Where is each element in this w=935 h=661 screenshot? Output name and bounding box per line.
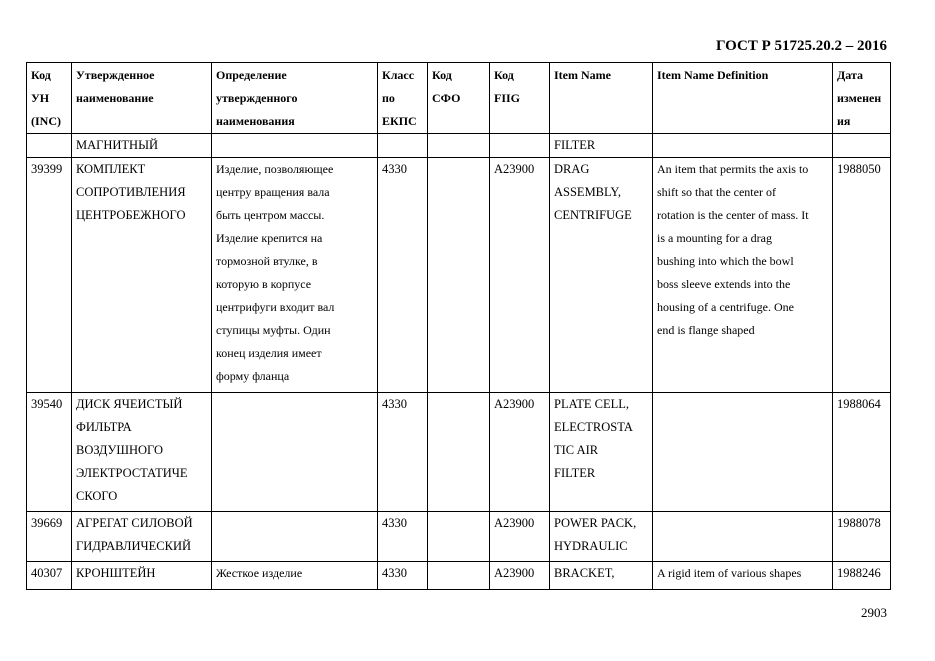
cell-definition bbox=[212, 512, 378, 562]
cell-fiig: A23900 bbox=[490, 512, 550, 562]
cell-sfo bbox=[428, 512, 490, 562]
cell-fiig: A23900 bbox=[490, 393, 550, 512]
table-row bbox=[27, 562, 891, 590]
cell-class bbox=[378, 134, 428, 158]
cell-definition-line: тормозной втулке, в bbox=[216, 254, 318, 268]
cell-class: 4330 bbox=[378, 158, 428, 393]
header-line: наименования bbox=[216, 114, 295, 128]
cell-date bbox=[833, 134, 891, 158]
cell-item-name-line: ASSEMBLY, bbox=[554, 185, 621, 199]
table-row bbox=[27, 512, 891, 562]
cell-name-line: КРОНШТЕЙН bbox=[76, 566, 156, 580]
cell-item-def-line: housing of a centrifuge. One bbox=[657, 300, 794, 314]
cell-name bbox=[72, 134, 212, 158]
header-line: Определение bbox=[216, 68, 287, 82]
cell-definition bbox=[212, 393, 378, 512]
cell-name-line: СОПРОТИВЛЕНИЯ bbox=[76, 185, 186, 199]
cell-definition-line: быть центром массы. bbox=[216, 208, 325, 222]
cell-name-line: ДИСК ЯЧЕИСТЫЙ bbox=[76, 397, 183, 411]
header-line: Класс bbox=[382, 68, 415, 82]
col-header-date bbox=[833, 63, 891, 134]
cell-item-def-line: is a mounting for a drag bbox=[657, 231, 772, 245]
header-line: Код bbox=[432, 68, 452, 82]
cell-item-def-line: end is flange shaped bbox=[657, 323, 755, 337]
cell-item-name-line: PLATE CELL, bbox=[554, 397, 629, 411]
header-line: ия bbox=[837, 114, 851, 128]
cell-item-name-line: FILTER bbox=[554, 138, 596, 152]
cell-item-name bbox=[550, 134, 653, 158]
page-number: 2903 bbox=[861, 605, 887, 620]
cell-inc: 39669 bbox=[27, 512, 72, 562]
cell-item-name bbox=[550, 512, 653, 562]
cell-date: 1988078 bbox=[833, 512, 891, 562]
cell-inc: 40307 bbox=[27, 562, 72, 590]
header-line: Item Name Definition bbox=[657, 68, 769, 82]
cell-item-def-line: rotation is the center of mass. It bbox=[657, 208, 809, 222]
cell-item-name-line: POWER PACK, bbox=[554, 516, 637, 530]
cell-name-line: ГИДРАВЛИЧЕСКИЙ bbox=[76, 539, 192, 553]
cell-date: 1988064 bbox=[833, 393, 891, 512]
cell-name-line: ЦЕНТРОБЕЖНОГО bbox=[76, 208, 186, 222]
cell-fiig: A23900 bbox=[490, 562, 550, 590]
cell-definition-line: которую в корпусе bbox=[216, 277, 312, 291]
header-line: Код bbox=[31, 68, 51, 82]
col-header-item-name bbox=[550, 63, 653, 134]
cell-definition-line: конец изделия имеет bbox=[216, 346, 322, 360]
cell-item-name-line: FILTER bbox=[554, 466, 596, 480]
col-header-name bbox=[72, 63, 212, 134]
cell-name bbox=[72, 512, 212, 562]
cell-fiig bbox=[490, 134, 550, 158]
header-line: Item Name bbox=[554, 68, 611, 82]
col-header-fiig bbox=[490, 63, 550, 134]
table-row bbox=[27, 393, 891, 512]
cell-name-line: АГРЕГАТ СИЛОВОЙ bbox=[76, 516, 193, 530]
cell-date: 1988050 bbox=[833, 158, 891, 393]
cell-item-def bbox=[653, 134, 833, 158]
header-line: Утвержденное bbox=[76, 68, 155, 82]
cell-definition bbox=[212, 134, 378, 158]
cell-item-def bbox=[653, 512, 833, 562]
header-line: FIIG bbox=[494, 91, 521, 105]
cell-class: 4330 bbox=[378, 512, 428, 562]
cell-item-name-line: HYDRAULIC bbox=[554, 539, 628, 553]
header-line: Код bbox=[494, 68, 514, 82]
cell-name-line: ФИЛЬТРА bbox=[76, 420, 132, 434]
cell-item-name bbox=[550, 158, 653, 393]
cell-name bbox=[72, 158, 212, 393]
cell-item-def bbox=[653, 158, 833, 393]
document-header: ГОСТ Р 51725.20.2 – 2016 bbox=[715, 38, 887, 54]
cell-name-line: ЭЛЕКТРОСТАТИЧЕ bbox=[76, 466, 188, 480]
cell-name-line: МАГНИТНЫЙ bbox=[76, 138, 159, 152]
cell-item-name-line: DRAG bbox=[554, 162, 590, 176]
cell-sfo bbox=[428, 158, 490, 393]
table-row bbox=[27, 158, 891, 393]
cell-item-def-line: shift so that the center of bbox=[657, 185, 776, 199]
cell-class: 4330 bbox=[378, 393, 428, 512]
nomenclature-table bbox=[26, 62, 891, 590]
cell-definition-line: ступицы муфты. Один bbox=[216, 323, 331, 337]
cell-name bbox=[72, 393, 212, 512]
col-header-definition bbox=[212, 63, 378, 134]
col-header-sfo bbox=[428, 63, 490, 134]
col-header-item-def bbox=[653, 63, 833, 134]
header-line: ЕКПС bbox=[382, 114, 417, 128]
header-line: УН bbox=[31, 91, 50, 105]
cell-definition-line: Изделие, позволяющее bbox=[216, 162, 334, 176]
cell-item-def-line: A rigid item of various shapes bbox=[657, 566, 802, 580]
cell-item-def-line: bushing into which the bowl bbox=[657, 254, 794, 268]
cell-inc bbox=[27, 134, 72, 158]
cell-item-def-line: An item that permits the axis to bbox=[657, 162, 809, 176]
cell-item-name bbox=[550, 562, 653, 590]
cell-item-name bbox=[550, 393, 653, 512]
cell-definition-line: форму фланца bbox=[216, 369, 290, 383]
header-line: изменен bbox=[837, 91, 882, 105]
col-header-class bbox=[378, 63, 428, 134]
cell-item-name-line: CENTRIFUGE bbox=[554, 208, 632, 222]
cell-definition-line: центрифуги входит вал bbox=[216, 300, 335, 314]
header-line: (INC) bbox=[31, 114, 61, 128]
cell-definition-line: Жесткое изделие bbox=[216, 566, 303, 580]
header-line: утвержденного bbox=[216, 91, 298, 105]
cell-item-def bbox=[653, 393, 833, 512]
cell-sfo bbox=[428, 562, 490, 590]
col-header-inc bbox=[27, 63, 72, 134]
cell-item-def-line: boss sleeve extends into the bbox=[657, 277, 791, 291]
cell-name-line: ВОЗДУШНОГО bbox=[76, 443, 163, 457]
cell-name bbox=[72, 562, 212, 590]
cell-date: 1988246 bbox=[833, 562, 891, 590]
header-line: по bbox=[382, 91, 395, 105]
cell-sfo bbox=[428, 393, 490, 512]
header-line: СФО bbox=[432, 91, 461, 105]
cell-name-line: СКОГО bbox=[76, 489, 118, 503]
cell-item-name-line: BRACKET, bbox=[554, 566, 615, 580]
cell-name-line: КОМПЛЕКТ bbox=[76, 162, 146, 176]
cell-fiig: A23900 bbox=[490, 158, 550, 393]
table-header-row bbox=[27, 63, 891, 134]
cell-definition-line: центру вращения вала bbox=[216, 185, 330, 199]
cell-sfo bbox=[428, 134, 490, 158]
cell-definition-line: Изделие крепится на bbox=[216, 231, 323, 245]
cell-inc: 39399 bbox=[27, 158, 72, 393]
cell-item-name-line: TIC AIR bbox=[554, 443, 599, 457]
cell-item-name-line: ELECTROSTA bbox=[554, 420, 633, 434]
cell-class: 4330 bbox=[378, 562, 428, 590]
cell-definition bbox=[212, 158, 378, 393]
header-line: наименование bbox=[76, 91, 154, 105]
cell-definition bbox=[212, 562, 378, 590]
cell-inc: 39540 bbox=[27, 393, 72, 512]
table-row bbox=[27, 134, 891, 158]
header-line: Дата bbox=[837, 68, 863, 82]
cell-item-def bbox=[653, 562, 833, 590]
